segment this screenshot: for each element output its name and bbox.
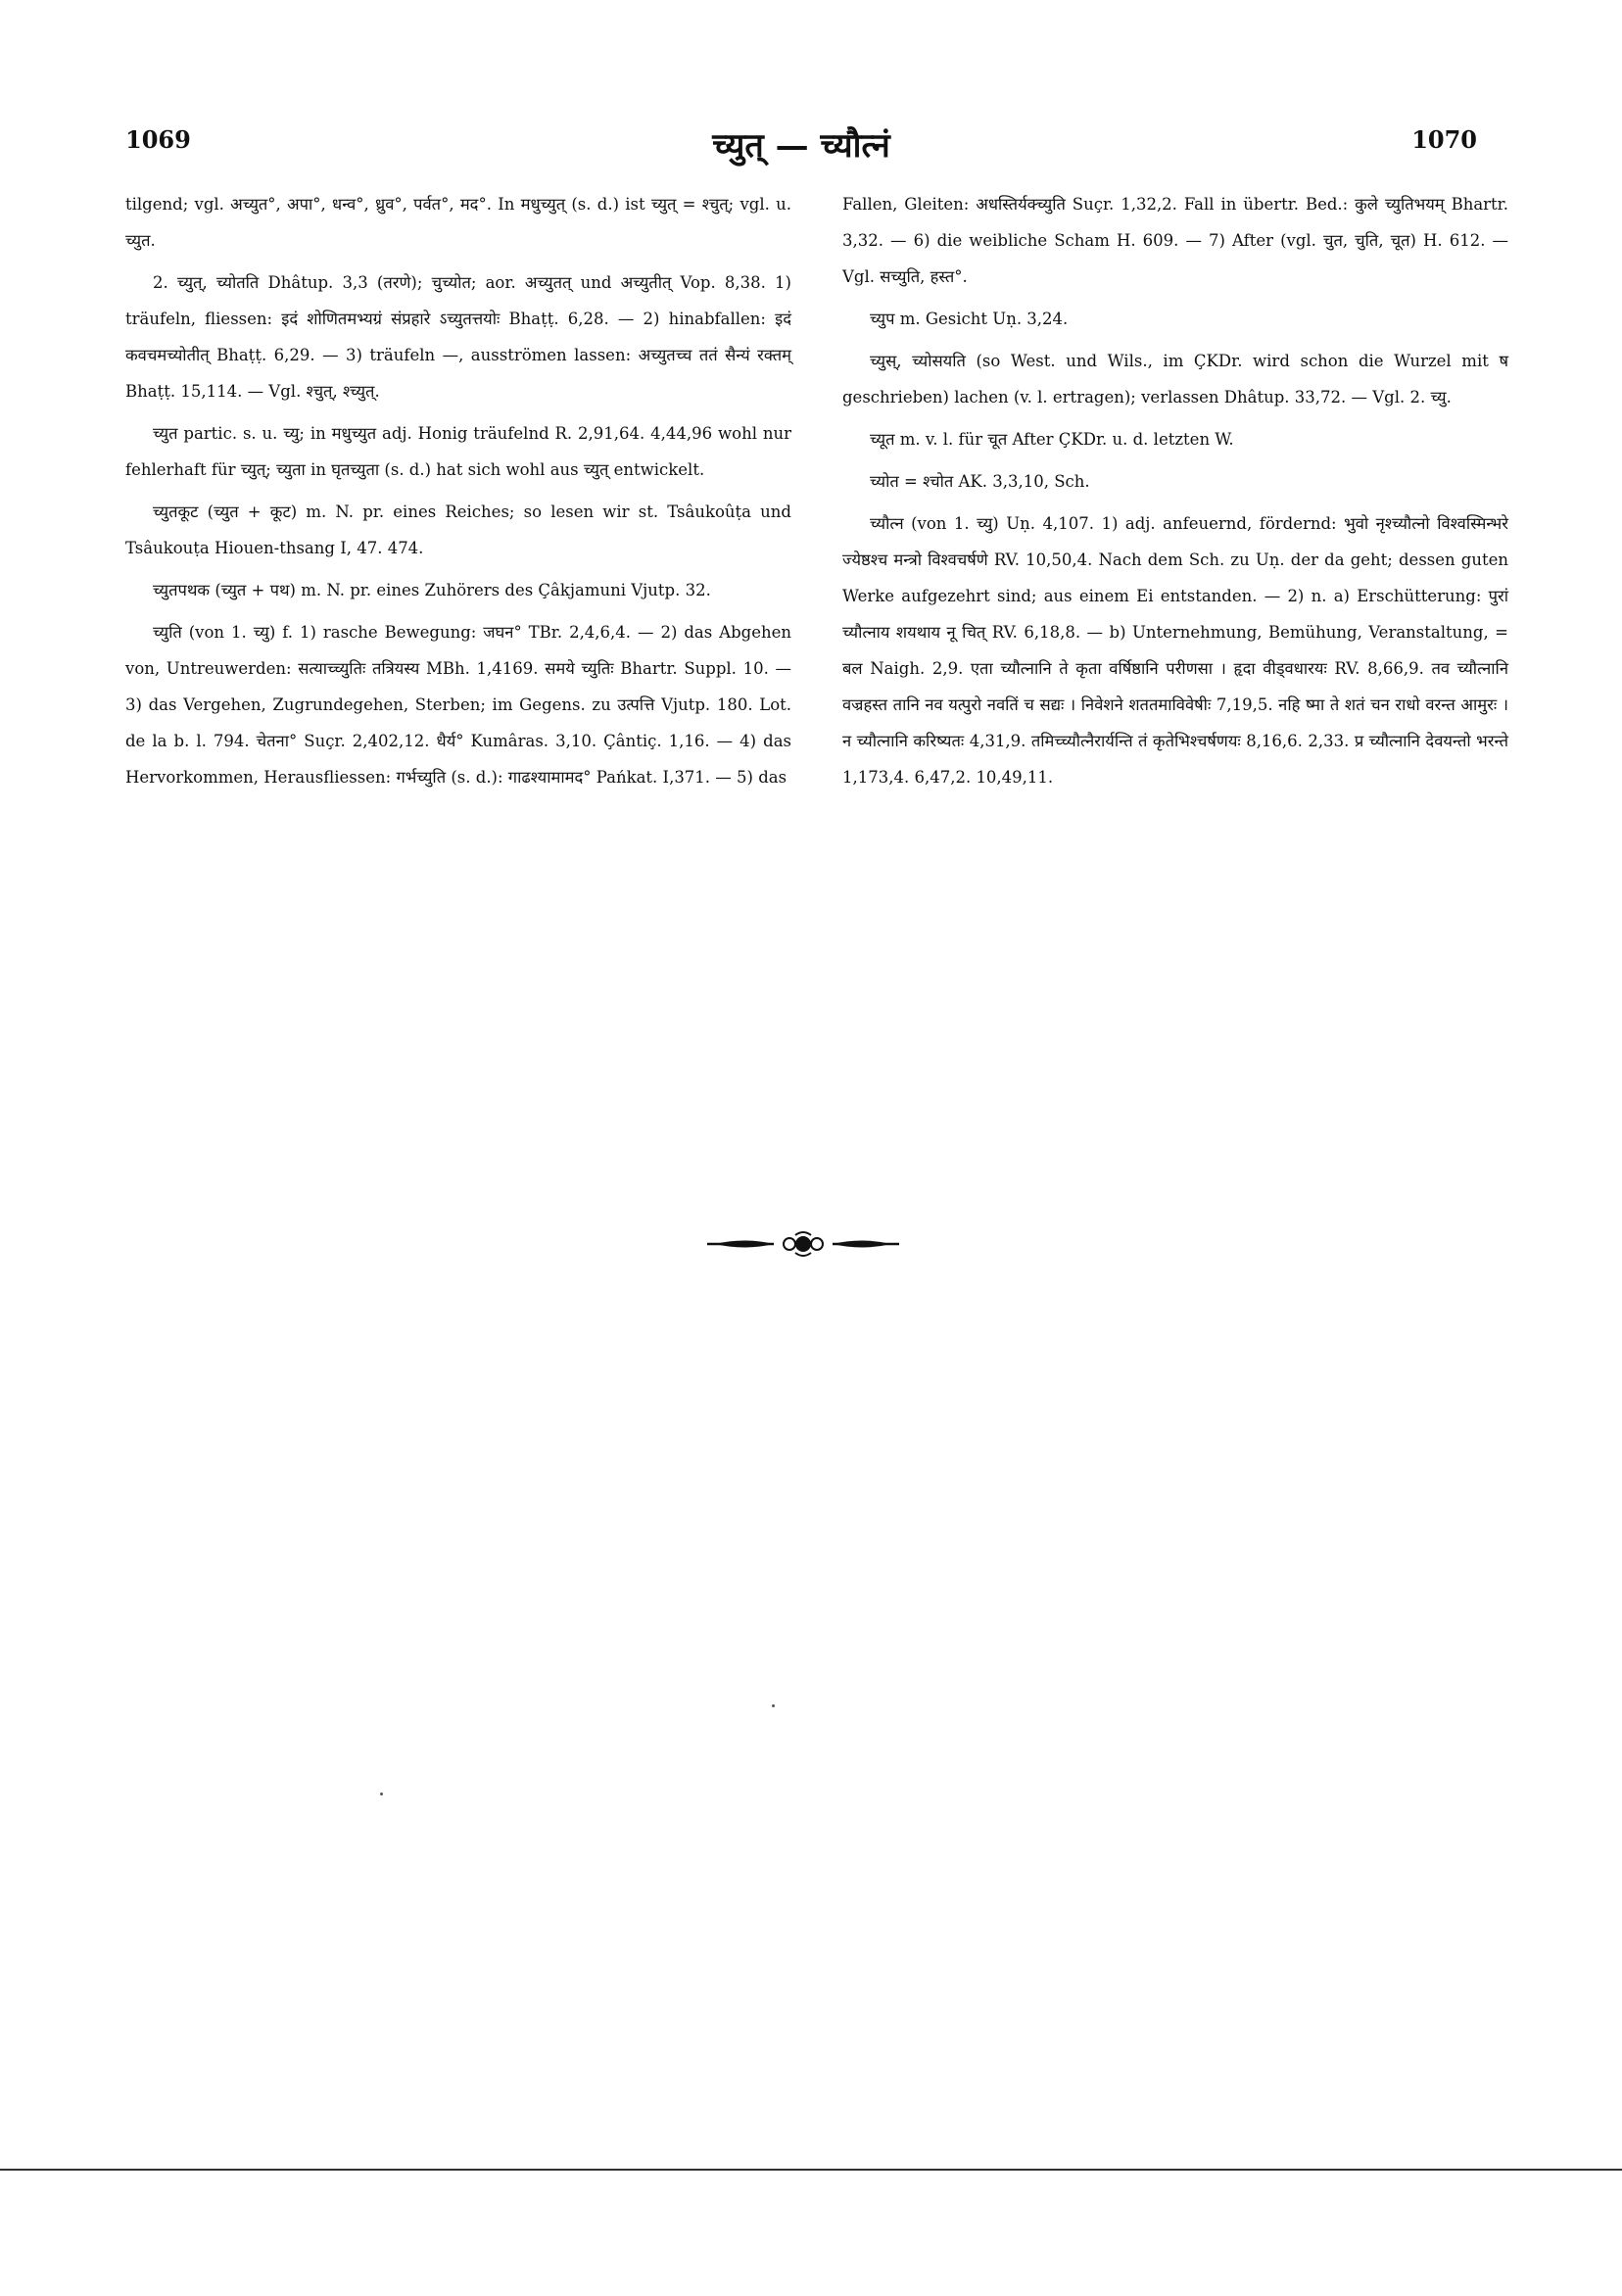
entry: च्यूत m. v. l. für चूत After ÇKDr. u. d. letzten W. <box>870 430 1234 449</box>
entry: च्युप m. Gesicht Uṇ. 3,24. <box>870 310 1069 328</box>
bottom-rule <box>0 2169 1622 2171</box>
entry: च्युतकूट (च्युत + कूट) m. N. pr. eines Reiches; so lesen wir st. Tsâukoûṭa und Tsâukouṭa Hiouen-thsang I, 47. 474. <box>125 502 791 557</box>
entry: tilgend; vgl. अच्युत°, अपा°, धन्व°, ध्रुव°, पर्वत°, मद°. In मधुच्युत् (s. d.) ist च्युत् = श्चुत्; vgl. u. च्युत. <box>125 195 791 250</box>
page-header <box>125 125 1477 165</box>
entry: च्युस्, च्योसयति (so West. und Wils., im ÇKDr. wird schon die Wurzel mit ष geschrieben) lachen (v. l. ertragen); verlassen Dhâtup. 33,72. — Vgl. 2. च्यु. <box>842 352 1508 407</box>
entry: Fallen, Gleiten: अधस्तिर्यक्च्युति Suçr. 1,32,2. Fall in übertr. Bed.: कुले च्युतिभयम् Bhartr. 3,32. — 6) die weibliche Scham H. 609. — 7) After (vgl. चुत, चुति, चूत) H. 612. — Vgl. सच्युति, हस्त°. <box>842 195 1508 286</box>
entry: च्योत = श्चोत AK. 3,3,10, Sch. <box>870 472 1090 491</box>
left-column <box>125 186 791 801</box>
print-speck <box>380 1793 383 1795</box>
entry: च्यौत्न (von 1. च्यु) Uṇ. 4,107. 1) adj. anfeuernd, fördernd: भुवो नृश्च्यौत्नो विश्वस्मिन्भरे ज्येष्ठश्च मन्त्रो विश्वचर्षणे RV. 10,50,4. Nach dem Sch. zu Uṇ. der da geht; dessen guten Werke aufgezehrt sind; aus einem Ei entstanden. — 2) n. a) Erschütterung: पुरां च्यौत्नाय शयथाय नू चित् RV. 6,18,8. — b) Unternehmung, Bemühung, Veranstaltung, = बल Naigh. 2,9. एता च्यौत्नानि ते कृता वर्षिष्ठानि परीणसा । हृदा वीड्वधारयः RV. 8,66,9. तव च्यौत्नानि वज्रहस्त तानि नव यत्पुरो नवतिं च सद्यः । निवेशने शततमाविवेषीः 7,19,5. नहि ष्मा ते शतं चन राधो वरन्त आमुरः । न च्यौत्नानि करिष्यतः 4,31,9. तमिच्च्यौत्नैरार्यन्ति तं कृतेभिश्चर्षणयः 8,16,6. 2,33. प्र च्यौत्नानि देवयन्तो भरन्ते 1,173,4. 6,47,2. 10,49,11. <box>842 514 1508 787</box>
header-title: च्युत् — च्यौत्नं <box>712 126 890 166</box>
right-column <box>842 186 1508 801</box>
entry: च्युति (von 1. च्यु) f. 1) rasche Bewegung: जघन° TBr. 2,4,6,4. — 2) das Abgehen von, Untreuwerden: सत्याच्च्युतिः तत्रियस्य MBh. 1,4169. समये च्युतिः Bhartr. Suppl. 10. — 3) das Vergehen, Zugrundegehen, Sterben; im Gegens. zu उत्पत्ति Vjutp. 180. Lot. de la b. l. 794. चेतना° Suçr. 2,402,12. धैर्य° Kumâras. 3,10. Çântiç. 1,16. — 4) das Hervorkommen, Herausfliessen: गर्भच्युति (s. d.): गाढश्यामामद° Pańkat. I,371. — 5) das <box>125 623 791 787</box>
page-number-right: 1070 <box>1411 125 1477 154</box>
page-number-left: 1069 <box>125 125 191 154</box>
entry: च्युत partic. s. u. च्यु; in मधुच्युत adj. Honig träufelnd R. 2,91,64. 4,44,96 wohl nur fehlerhaft für च्युत्; च्युता in घृतच्युता (s. d.) hat sich wohl aus च्युत् entwickelt. <box>125 424 791 479</box>
print-speck <box>772 1704 775 1707</box>
ornament-icon <box>705 1229 901 1259</box>
entry: च्युतपथक (च्युत + पथ) m. N. pr. eines Zuhörers des Çâkjamuni Vjutp. 32. <box>153 581 711 599</box>
entry: 2. च्युत्, च्योतति Dhâtup. 3,3 (तरणे); चुच्योत; aor. अच्युतत् und अच्युतीत् Vop. 8,38. 1) träufeln, fliessen: इदं शोणितमभ्यग्रं संप्रहारे ऽच्युतत्तयोः Bhaṭṭ. 6,28. — 2) hinabfallen: इदं कवचमच्योतीत् Bhaṭṭ. 6,29. — 3) träufeln —, ausströmen lassen: अच्युतच्च ततं सैन्यं रक्तम् Bhaṭṭ. 15,114. — Vgl. श्चुत्, श्च्युत्. <box>125 273 791 401</box>
